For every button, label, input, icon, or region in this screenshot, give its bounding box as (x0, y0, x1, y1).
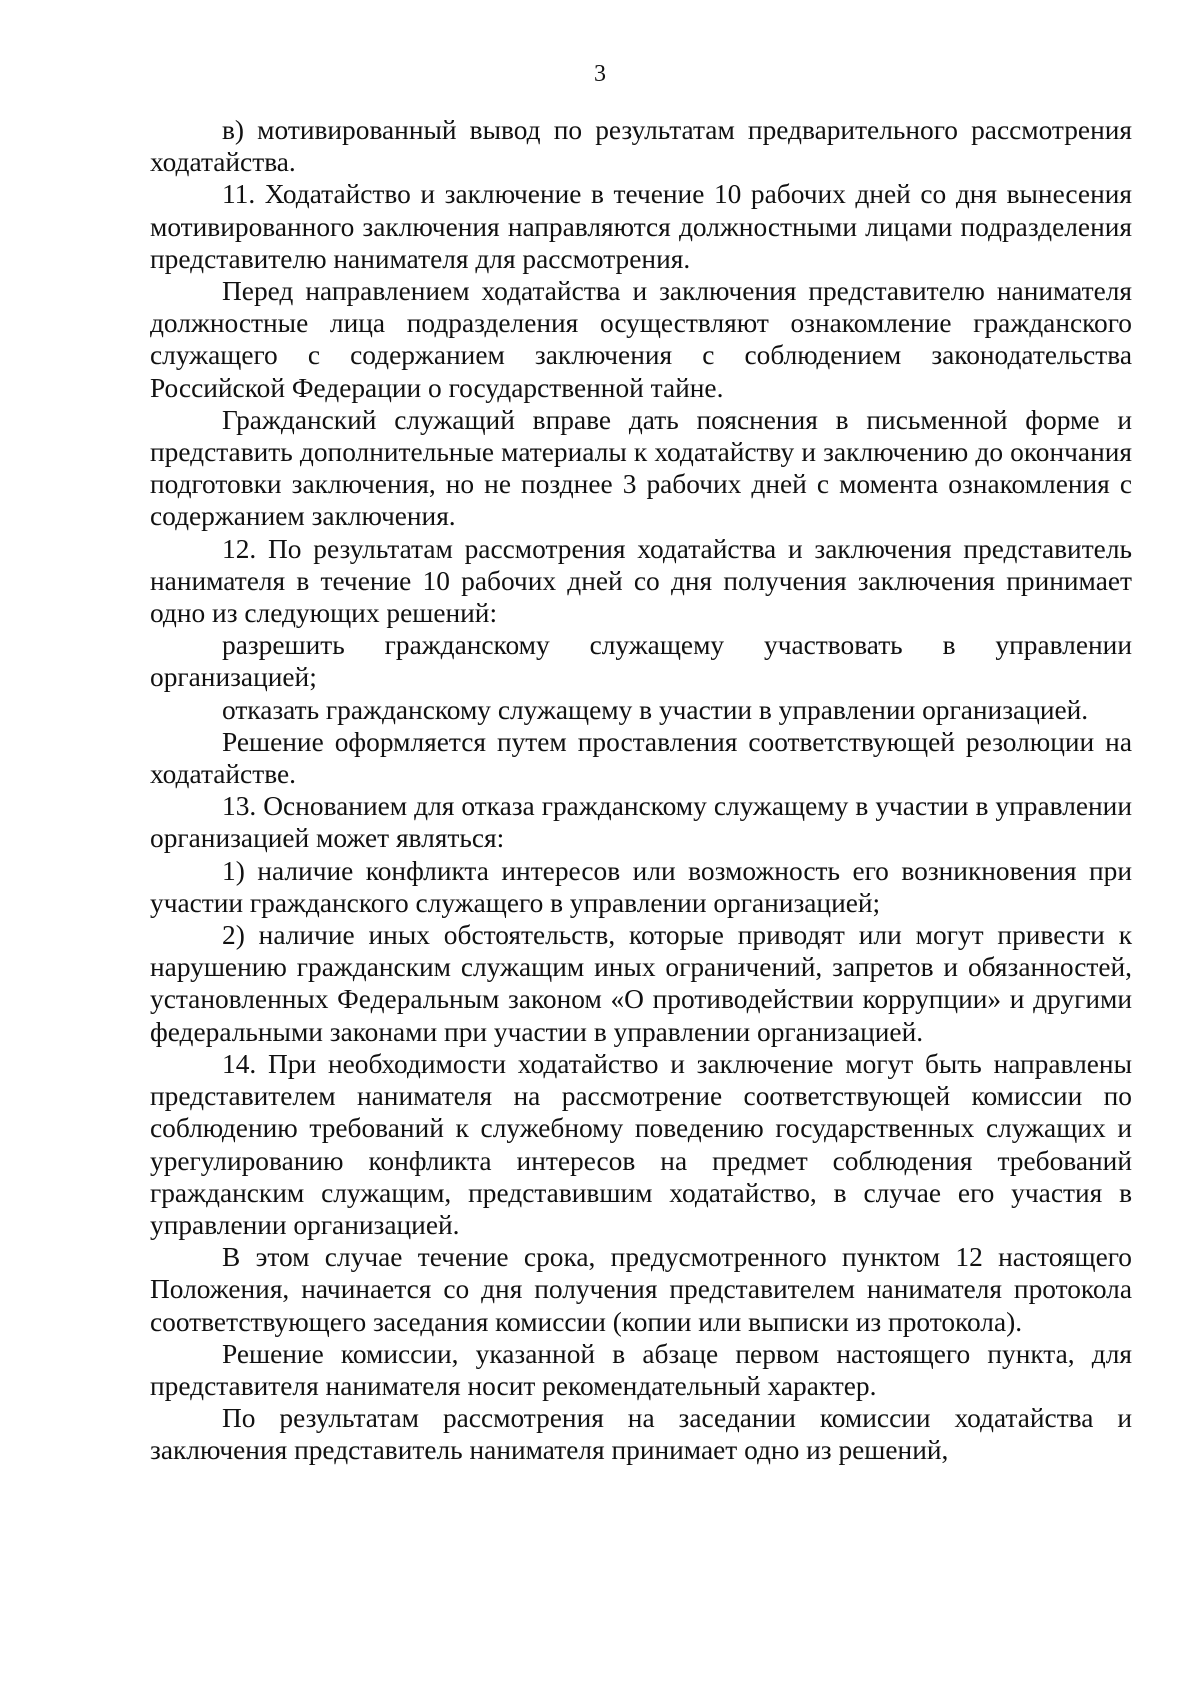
paragraph-12-refuse: отказать гражданскому служащему в участии в управлении организацией. (222, 694, 1089, 725)
paragraph-14-deadline: В этом случае течение срока, предусмотренного пунктом 12 настоящего Положения, начинается со дня получения представителем нанимателя протокола соответствующего заседания комиссии (копии или выписки из протокола). (150, 1242, 1132, 1337)
paragraph-13-item-2: 2) наличие иных обстоятельств, которые приводят или могут привести к нарушению гражданским служащим иных ограничений, запретов и обязанностей, установленных Федеральным законом «О противодействии коррупции» и другими федеральными законами при участии в управлении организацией. (150, 920, 1132, 1047)
paragraph-11-explanations: Гражданский служащий вправе дать пояснения в письменной форме и представить дополнительные материалы к ходатайству и заключению до окончания подготовки заключения, но не позднее 3 рабочих дней с момента ознакомления с содержанием заключения. (150, 404, 1132, 532)
paragraph-12-resolution: Решение оформляется путем проставления соответствующей резолюции на ходатайстве. (150, 726, 1132, 790)
paragraph-13: 13. Основанием для отказа гражданскому служащему в участии в управлении организацией может являться: (150, 791, 1132, 854)
paragraph-10v: в) мотивированный вывод по результатам предварительного рассмотрения ходатайства. (150, 115, 1132, 178)
paragraph-14-decision: По результатам рассмотрения на заседании комиссии ходатайства и заключения представитель нанимателя принимает одно из решений, (150, 1403, 1132, 1466)
paragraph-12-permit: разрешить гражданскому служащему участвовать в управлении организацией; (150, 630, 1132, 693)
paragraph-13-item-1: 1) наличие конфликта интересов или возможность его возникновения при участии гражданского служащего в управлении организацией; (150, 855, 1132, 918)
paragraph-11-familiarization: Перед направлением ходатайства и заключения представителю нанимателя должностные лица подразделения осуществляют ознакомление гражданского служащего с содержанием заключения с соблюдением законодательства Российской Федерации о государственной тайне. (150, 276, 1132, 403)
document-body (150, 114, 1132, 1467)
paragraph-12: 12. По результатам рассмотрения ходатайства и заключения представитель нанимателя в течение 10 рабочих дней со дня получения заключения принимает одно из следующих решений: (150, 533, 1132, 629)
paragraph-11: 11. Ходатайство и заключение в течение 10 рабочих дней со дня вынесения мотивированного заключения направляются должностными лицами подразделения представителю нанимателя для рассмотрения. (150, 179, 1132, 274)
paragraph-14: 14. При необходимости ходатайство и заключение могут быть направлены представителем нанимателя на рассмотрение соответствующей комиссии по соблюдению требований к служебному поведению государственных служащих и урегулированию конфликта интересов на предмет соблюдения требований гражданским служащим, представившим ходатайство, в случае его участия в управлении организацией. (150, 1048, 1132, 1240)
paragraph-14-recommendation: Решение комиссии, указанной в абзаце первом настоящего пункта, для представителя нанимателя носит рекомендательный характер. (150, 1338, 1132, 1401)
page-number: 3 (594, 61, 606, 87)
